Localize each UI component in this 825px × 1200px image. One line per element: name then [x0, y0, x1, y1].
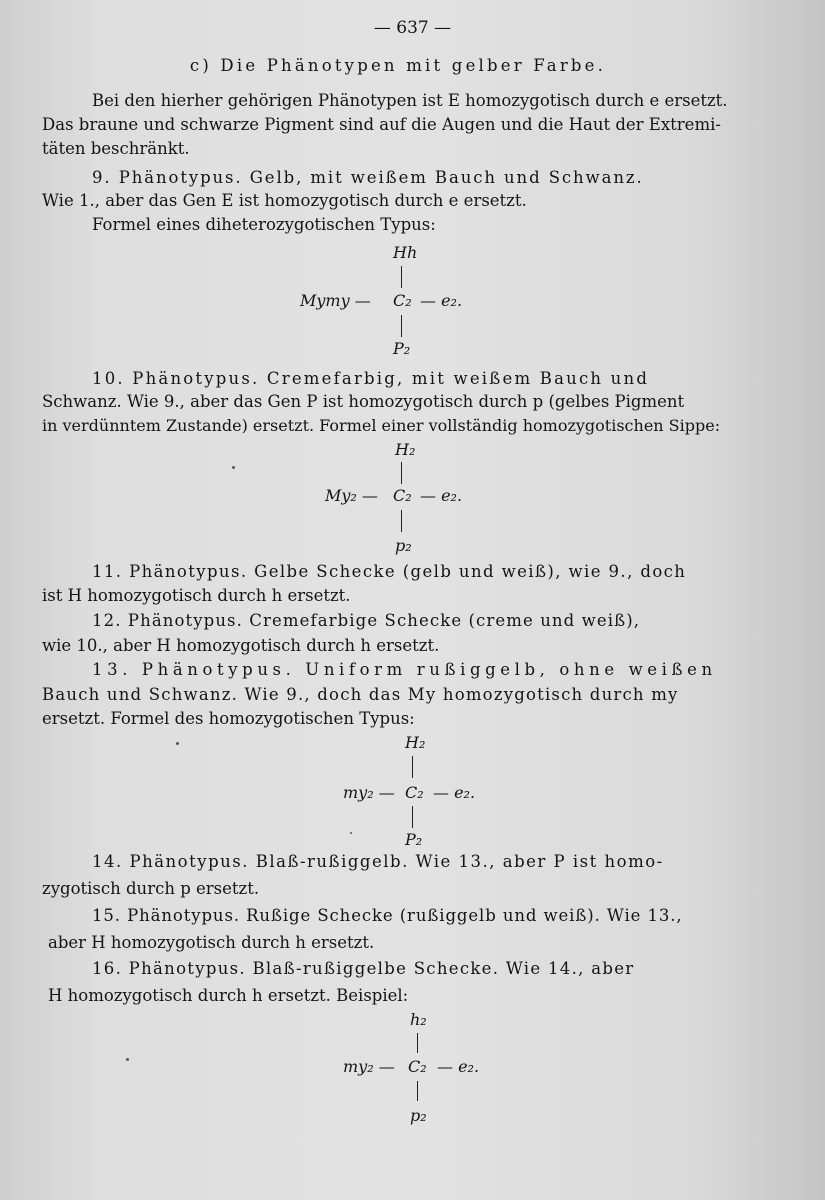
paragraph-line: Bei den hierher gehörigen Phänotypen ist E homozygotisch durch e ersetzt. [92, 91, 728, 110]
phenotype-10-heading: 10. Phänotypus. Cremefarbig, mit weißem Bauch und [92, 369, 650, 388]
formula-center: C₂ [405, 783, 424, 802]
formula-bottom: P₂ [393, 339, 411, 358]
phenotype-9-heading: 9. Phänotypus. Gelb, mit weißem Bauch und Schwanz. [92, 168, 644, 187]
page-number: — 637 — [373, 18, 452, 38]
formula-top: H₂ [395, 440, 416, 459]
paragraph-line: zygotisch durch p ersetzt. [42, 879, 260, 898]
formula-left: my₂ — [343, 783, 395, 802]
phenotype-15-heading: 15. Phänotypus. Rußige Schecke (rußiggelb und weiß). Wie 13., [92, 906, 683, 925]
paragraph-line: ist H homozygotisch durch h ersetzt. [42, 586, 351, 605]
paragraph-line: täten beschränkt. [42, 139, 190, 158]
print-speck [232, 466, 235, 469]
print-speck [350, 832, 352, 834]
formula-center: C₂ [393, 486, 412, 505]
print-speck [126, 1058, 129, 1061]
paragraph-line: Formel eines diheterozygotischen Typus: [92, 215, 436, 234]
paragraph-line: Schwanz. Wie 9., aber das Gen P ist homozygotisch durch p (gelbes Pigment [42, 392, 685, 411]
paragraph-line: Wie 1., aber das Gen E ist homozygotisch durch e ersetzt. [42, 191, 527, 210]
paragraph-line: ersetzt. Formel des homozygotischen Typus: [42, 709, 415, 728]
paragraph-line: aber H homozygotisch durch h ersetzt. [48, 933, 375, 952]
phenotype-12-heading: 12. Phänotypus. Cremefarbige Schecke (creme und weiß), [92, 611, 641, 630]
paragraph-line: Bauch und Schwanz. Wie 9., doch das My homozygotisch durch my [42, 685, 679, 704]
phenotype-16-heading: 16. Phänotypus. Blaß-rußiggelbe Schecke. Wie 14., aber [92, 959, 635, 978]
formula-top: h₂ [410, 1010, 427, 1029]
paragraph-line: Das braune und schwarze Pigment sind auf die Augen und die Haut der Extremi- [42, 115, 721, 134]
formula-left: Mymy — [300, 291, 371, 310]
section-heading: c) Die Phänotypen mit gelber Farbe. [189, 56, 607, 75]
formula-right: — e₂. [420, 291, 463, 310]
formula-top: Hh [393, 243, 418, 262]
print-speck [176, 742, 179, 745]
paragraph-line: in verdünntem Zustande) ersetzt. Formel einer vollständig homozygotischen Sippe: [42, 416, 721, 435]
phenotype-11-heading: 11. Phänotypus. Gelbe Schecke (gelb und weiß), wie 9., doch [92, 562, 687, 581]
formula-right: — e₂. [437, 1057, 480, 1076]
formula-left: My₂ — [325, 486, 378, 505]
paragraph-line: wie 10., aber H homozygotisch durch h ersetzt. [42, 636, 440, 655]
phenotype-13-heading: 13. Phänotypus. Uniform rußiggelb, ohne weißen [92, 660, 717, 679]
paragraph-line: H homozygotisch durch h ersetzt. Beispiel: [48, 986, 409, 1005]
formula-right: — e₂. [433, 783, 476, 802]
formula-left: my₂ — [343, 1057, 395, 1076]
formula-right: — e₂. [420, 486, 463, 505]
phenotype-14-heading: 14. Phänotypus. Blaß-rußiggelb. Wie 13., aber P ist homo- [92, 852, 664, 871]
formula-bottom: P₂ [405, 830, 423, 849]
formula-bottom: p₂ [410, 1106, 427, 1125]
formula-center: C₂ [393, 291, 412, 310]
formula-top: H₂ [405, 733, 426, 752]
formula-center: C₂ [408, 1057, 427, 1076]
formula-bottom: p₂ [395, 536, 412, 555]
